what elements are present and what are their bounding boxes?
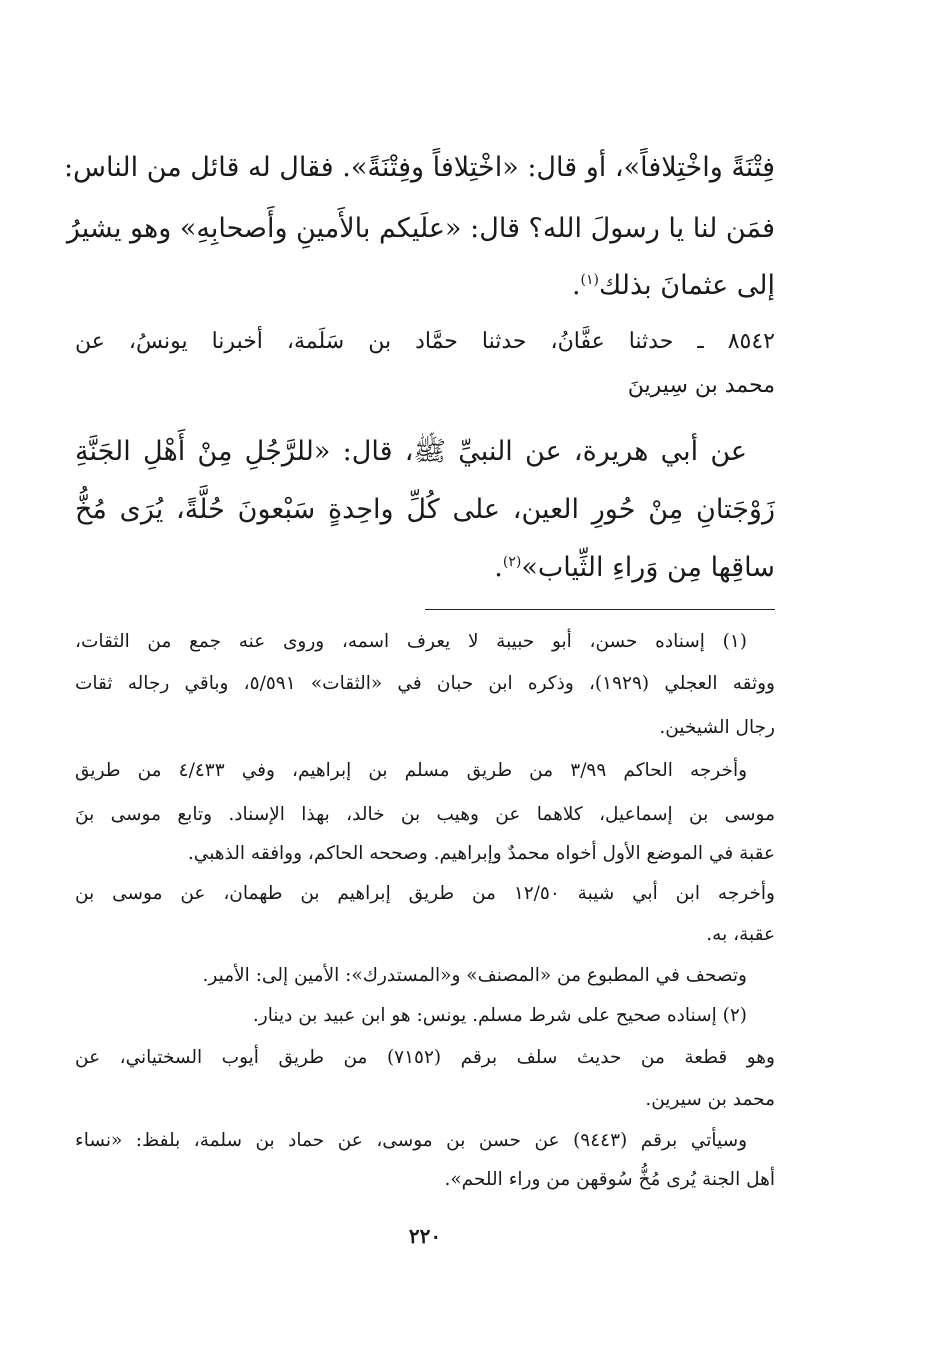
footnote-2-line-1: (٢) إسناده صحيح على شرط مسلم. يونس: هو ابن عبيد بن دينار.	[252, 1005, 747, 1026]
footnote-1-para3-line-1: وأخرجه ابن أبي شيبة ١٢/٥٠ من طريق إبراهيم بن طهمان، عن موسى بن	[75, 883, 775, 904]
main-text-line-3: إلى عثمانَ بذلك$^{(١)}$.	[571, 270, 775, 301]
hadith-text-line-3: ساقِها مِن وَراءِ الثِّياب»$^{(٢)}$.	[494, 552, 775, 583]
page-number: ٢٢٠	[408, 1224, 442, 1248]
hadith-text-line-2: زَوْجَتانِ مِنْ حُورِ العين، على كُلِّ واحِدةٍ سَبْعونَ حُلَّةً، يُرَى مُخُّ	[75, 494, 775, 525]
main-text-line-1: فِتْنَةً واخْتِلافاً»، أو قال: «اخْتِلافاً وفِتْنَةً». فقال له قائل من الناس:	[63, 152, 775, 183]
footnote-ref-2: (٢)	[502, 554, 522, 570]
footnote-2-para2-line-1: وهو قطعة من حديث سلف برقم (٧١٥٢) من طريق أيوب السختياني، عن	[75, 1047, 775, 1068]
footnote-1-para2-line-2: موسى بن إسماعيل، كلاهما عن وهيب بن خالد، بهذا الإسناد. وتابع موسى بنَ	[75, 804, 775, 825]
main-text-line-2: فمَن لنا يا رسولَ الله؟ قال: «علَيكم بالأَمينِ وأَصحابِهِ» وهو يشيرُ	[66, 213, 775, 244]
footnote-1-para2-line-3: عقبة في الموضع الأول أخواه محمدٌ وإبراهيم. وصححه الحاكم، ووافقه الذهبي.	[187, 843, 775, 864]
footnote-ref-1: (١)	[580, 272, 599, 288]
footnote-separator	[425, 609, 775, 610]
footnote-1-para2-line-1: وأخرجه الحاكم ٣/٩٩ من طريق مسلم بن إبراهيم، وفي ٤/٤٣٣ من طريق	[75, 760, 748, 781]
footnote-1-line-3: رجال الشيخين.	[659, 717, 775, 738]
footnote-2-para3-line-2: أهل الجنة يُرى مُخُّ سُوقهن من وراء اللحم».	[444, 1169, 775, 1190]
footnote-2-para2-line-2: محمد بن سيرين.	[645, 1089, 775, 1110]
book-page	[63, 0, 775, 1368]
hadith-text-line-1: عن أبي هريرة، عن النبيِّ ﷺ، قال: «للرَّجُلِ مِنْ أَهْلِ الجَنَّةِ	[75, 436, 747, 467]
footnote-2-para3-line-1: وسيأتي برقم (٩٤٤٣) عن حسن بن موسى، عن حماد بن سلمة، بلفظ: «نساء	[75, 1130, 748, 1151]
hadith-narrator-line: محمد بن سِيرينَ	[627, 373, 775, 398]
footnote-1-para4-line-1: وتصحف في المطبوع من «المصنف» و«المستدرك»: الأمين إلى: الأمير.	[202, 965, 747, 986]
footnote-1-para3-line-2: عقبة، به.	[706, 924, 775, 945]
footnote-1-line-2: ووثقه العجلي (١٩٢٩)، وذكره ابن حبان في «الثقات» ٥/٥٩١، وباقي رجاله ثقات	[75, 673, 775, 694]
footnote-1-line-1: (١) إسناده حسن، أبو حبيبة لا يعرف اسمه، وروى عنه جمع من الثقات،	[75, 631, 747, 652]
hadith-number-line: ٨٥٤٢ ـ حدثنا عفَّانُ، حدثنا حمَّاد بن سَلَمة، أخبرنا يونسُ، عن	[75, 329, 775, 354]
